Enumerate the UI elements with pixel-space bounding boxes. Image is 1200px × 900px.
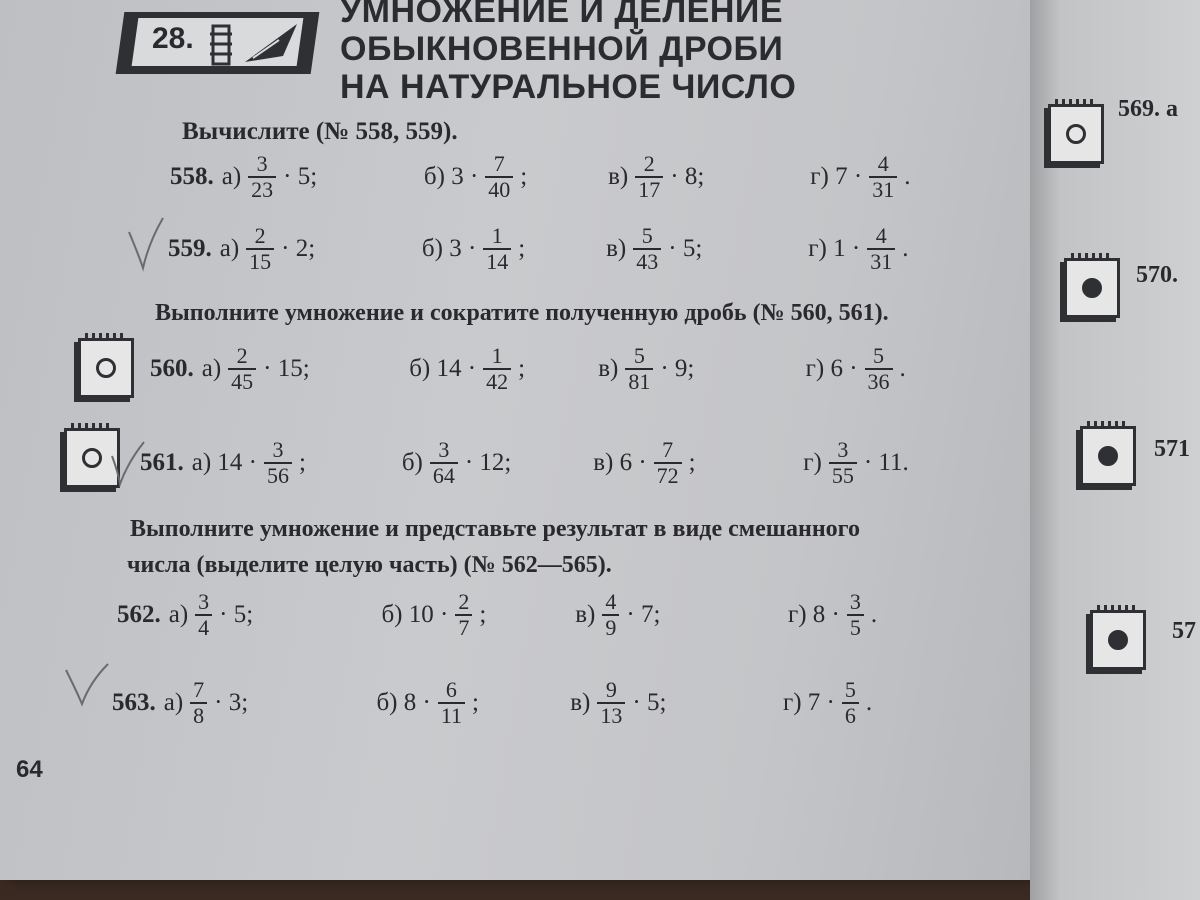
- part-suffix: · 11.: [863, 449, 909, 476]
- fraction: [867, 224, 895, 274]
- notebook-open-circle-icon: [1048, 104, 1104, 164]
- part-prefix: в): [570, 689, 591, 716]
- section-title-line: НА НАТУРАЛЬНОЕ ЧИСЛО: [340, 68, 797, 106]
- part-prefix: б) 8 ·: [376, 689, 431, 716]
- fraction: [264, 438, 292, 488]
- exercise-part: [164, 678, 377, 728]
- exercise-part: [222, 152, 424, 202]
- exercise-number: 560.: [150, 355, 194, 382]
- fraction-numerator: 4: [877, 151, 889, 176]
- fraction-denominator: 5: [847, 614, 864, 640]
- fraction-denominator: 45: [228, 368, 256, 394]
- fraction-numerator: 7: [493, 151, 505, 176]
- part-suffix: · 12;: [464, 449, 512, 476]
- fraction-numerator: 5: [641, 223, 653, 248]
- part-prefix: г): [803, 449, 822, 476]
- exercise-part: [570, 678, 783, 728]
- section-title-line: УМНОЖЕНИЕ И ДЕЛЕНИЕ: [340, 0, 784, 30]
- part-suffix: ;: [518, 235, 526, 262]
- exercise-part: [598, 344, 805, 394]
- exercise-row: [140, 438, 990, 488]
- exercise-number: 562.: [117, 601, 161, 628]
- fraction-numerator: 2: [643, 151, 655, 176]
- exercise-number: 57: [1172, 618, 1196, 644]
- fraction-numerator: 2: [458, 589, 470, 614]
- exercise-part: [806, 344, 990, 394]
- instruction-text: Выполните умножение и сократите полученную дробь (№ 560, 561).: [155, 300, 889, 326]
- checkmark-pencil-icon: [62, 660, 112, 710]
- exercise-part: [783, 678, 972, 728]
- fraction-numerator: 9: [605, 677, 617, 702]
- fraction-denominator: 8: [190, 702, 207, 728]
- fraction-denominator: 43: [633, 248, 661, 274]
- exercise-part: [810, 152, 990, 202]
- part-suffix: · 15;: [263, 355, 310, 382]
- pencil-note-icon: [205, 16, 305, 72]
- part-prefix: г) 6 ·: [805, 355, 858, 382]
- exercise-part: [220, 224, 422, 274]
- exercise-part: [402, 438, 593, 488]
- fraction-denominator: 6: [842, 702, 859, 728]
- instruction-text: Выполните умножение и представьте результат в виде смешанного: [130, 516, 860, 542]
- section-title: [340, 0, 796, 106]
- part-suffix: · 5;: [632, 689, 667, 716]
- fraction-denominator: 56: [264, 462, 292, 488]
- part-suffix: · 9;: [660, 355, 695, 382]
- fraction-numerator: 3: [849, 589, 861, 614]
- fraction-denominator: 14: [483, 248, 511, 274]
- part-prefix: в): [575, 601, 596, 628]
- fraction-denominator: 72: [654, 462, 682, 488]
- fraction: [625, 344, 653, 394]
- part-prefix: а) 14 ·: [191, 449, 257, 476]
- part-suffix: · 2;: [281, 235, 316, 262]
- exercise-row: [170, 152, 990, 202]
- fraction: [438, 678, 465, 728]
- fraction-denominator: 64: [430, 462, 458, 488]
- fraction: [597, 678, 625, 728]
- part-suffix: · 7;: [626, 601, 661, 628]
- part-prefix: г) 7 ·: [782, 689, 835, 716]
- part-prefix: а): [168, 601, 189, 628]
- fraction-numerator: 2: [254, 223, 266, 248]
- fraction: [829, 438, 857, 488]
- part-prefix: г) 7 ·: [810, 163, 863, 190]
- exercise-number: 561.: [140, 449, 184, 476]
- part-prefix: в): [598, 355, 619, 382]
- exercise-number: 559.: [168, 235, 212, 262]
- part-prefix: а): [221, 163, 242, 190]
- fraction: [847, 590, 864, 640]
- exercise-part: [169, 590, 382, 640]
- fraction-denominator: 4: [195, 614, 212, 640]
- part-suffix: ;: [472, 689, 479, 716]
- exercise-number: 558.: [170, 163, 214, 190]
- fraction: [654, 438, 682, 488]
- part-suffix: ;: [520, 163, 528, 190]
- fraction-numerator: 4: [605, 589, 617, 614]
- part-prefix: б): [401, 449, 423, 476]
- fraction: [865, 344, 893, 394]
- fraction-numerator: 3: [837, 437, 849, 462]
- exercise-part: [803, 438, 990, 488]
- section-title-line: ОБЫКНОВЕННОЙ ДРОБИ: [340, 30, 784, 68]
- part-suffix: ;: [479, 601, 487, 628]
- part-prefix: а): [163, 689, 184, 716]
- exercise-part: [202, 344, 409, 394]
- fraction-denominator: 23: [248, 176, 276, 202]
- fraction-numerator: 5: [873, 343, 885, 368]
- fraction: [430, 438, 458, 488]
- part-suffix: .: [899, 355, 906, 382]
- fraction-numerator: 3: [272, 437, 284, 462]
- fraction-denominator: 36: [865, 368, 893, 394]
- part-prefix: б) 10 ·: [381, 601, 449, 628]
- exercise-part: [422, 224, 606, 274]
- exercise-part: [575, 590, 788, 640]
- exercise-part: [608, 152, 810, 202]
- fraction: [248, 152, 276, 202]
- exercise-part: [376, 678, 570, 728]
- fraction-denominator: 31: [867, 248, 895, 274]
- fraction-numerator: 1: [491, 223, 503, 248]
- fraction-numerator: 3: [438, 437, 450, 462]
- exercise-number: 569. а: [1118, 96, 1178, 122]
- fraction-numerator: 4: [875, 223, 887, 248]
- exercise-part: [409, 344, 598, 394]
- fraction-denominator: 11: [438, 702, 465, 728]
- exercise-part: [424, 152, 608, 202]
- fraction-denominator: 17: [635, 176, 663, 202]
- fraction: [455, 590, 472, 640]
- fraction-numerator: 2: [236, 343, 248, 368]
- exercise-part: [593, 438, 803, 488]
- fraction-denominator: 13: [597, 702, 625, 728]
- part-prefix: г) 8 ·: [787, 601, 840, 628]
- fraction: [635, 152, 663, 202]
- part-suffix: · 3;: [214, 689, 249, 716]
- fraction-denominator: 42: [483, 368, 511, 394]
- checkmark-pencil-icon: [108, 438, 148, 488]
- fraction-denominator: 31: [869, 176, 897, 202]
- part-suffix: .: [865, 689, 873, 716]
- part-prefix: г) 1 ·: [808, 235, 861, 262]
- section-number: 28.: [152, 22, 194, 55]
- checkmark-pencil-icon: [125, 212, 165, 272]
- part-prefix: в): [606, 235, 627, 262]
- part-suffix: ;: [688, 449, 696, 476]
- fraction-denominator: 15: [246, 248, 274, 274]
- fraction-numerator: 7: [662, 437, 674, 462]
- part-prefix: б) 3 ·: [421, 235, 477, 262]
- exercise-part: [606, 224, 808, 274]
- part-suffix: · 5;: [668, 235, 703, 262]
- exercise-part: [788, 590, 977, 640]
- fraction: [483, 344, 511, 394]
- fraction: [246, 224, 274, 274]
- notebook-filled-circle-icon: [1090, 610, 1146, 670]
- textbook-page-right: [1030, 0, 1200, 900]
- notebook-filled-circle-icon: [1080, 426, 1136, 486]
- part-suffix: .: [904, 163, 911, 190]
- fraction: [483, 224, 511, 274]
- exercise-row: [150, 344, 990, 394]
- notebook-filled-circle-icon: [1064, 258, 1120, 318]
- instruction-text: числа (выделите целую часть) (№ 562—565).: [127, 552, 612, 578]
- fraction-numerator: 7: [193, 677, 205, 702]
- part-suffix: · 8;: [670, 163, 705, 190]
- part-suffix: .: [902, 235, 909, 262]
- exercise-number: 563.: [112, 689, 156, 716]
- exercise-part: [381, 590, 575, 640]
- notebook-open-circle-icon: [78, 338, 134, 398]
- exercise-part: [192, 438, 402, 488]
- part-prefix: а): [219, 235, 240, 262]
- fraction-numerator: 6: [445, 677, 457, 702]
- fraction: [602, 590, 619, 640]
- fraction: [485, 152, 513, 202]
- fraction: [190, 678, 207, 728]
- part-prefix: б) 14 ·: [409, 355, 477, 382]
- fraction: [228, 344, 256, 394]
- page-number: 64: [16, 756, 43, 783]
- part-prefix: в): [608, 163, 629, 190]
- part-prefix: в) 6 ·: [593, 449, 647, 476]
- part-prefix: а): [201, 355, 222, 382]
- fraction-numerator: 5: [844, 677, 856, 702]
- part-suffix: · 5;: [219, 601, 254, 628]
- exercise-row: [168, 224, 988, 274]
- fraction-numerator: 3: [256, 151, 268, 176]
- exercise-number: 571: [1154, 436, 1190, 462]
- part-prefix: б) 3 ·: [423, 163, 479, 190]
- fraction: [633, 224, 661, 274]
- fraction-denominator: 40: [485, 176, 513, 202]
- exercise-row: [112, 678, 972, 728]
- fraction-numerator: 3: [198, 589, 210, 614]
- fraction: [842, 678, 859, 728]
- exercise-number: 570.: [1136, 262, 1178, 288]
- part-suffix: ;: [518, 355, 526, 382]
- exercise-part: [808, 224, 988, 274]
- fraction: [869, 152, 897, 202]
- part-suffix: ;: [299, 449, 306, 476]
- fraction-numerator: 1: [491, 343, 503, 368]
- fraction-denominator: 55: [829, 462, 857, 488]
- fraction-denominator: 7: [455, 614, 472, 640]
- fraction: [195, 590, 212, 640]
- fraction-numerator: 5: [633, 343, 645, 368]
- fraction-denominator: 9: [602, 614, 619, 640]
- instruction-text: Вычислите (№ 558, 559).: [182, 118, 458, 145]
- part-suffix: · 5;: [283, 163, 318, 190]
- part-suffix: .: [870, 601, 878, 628]
- fraction-denominator: 81: [625, 368, 653, 394]
- exercise-row: [117, 590, 977, 640]
